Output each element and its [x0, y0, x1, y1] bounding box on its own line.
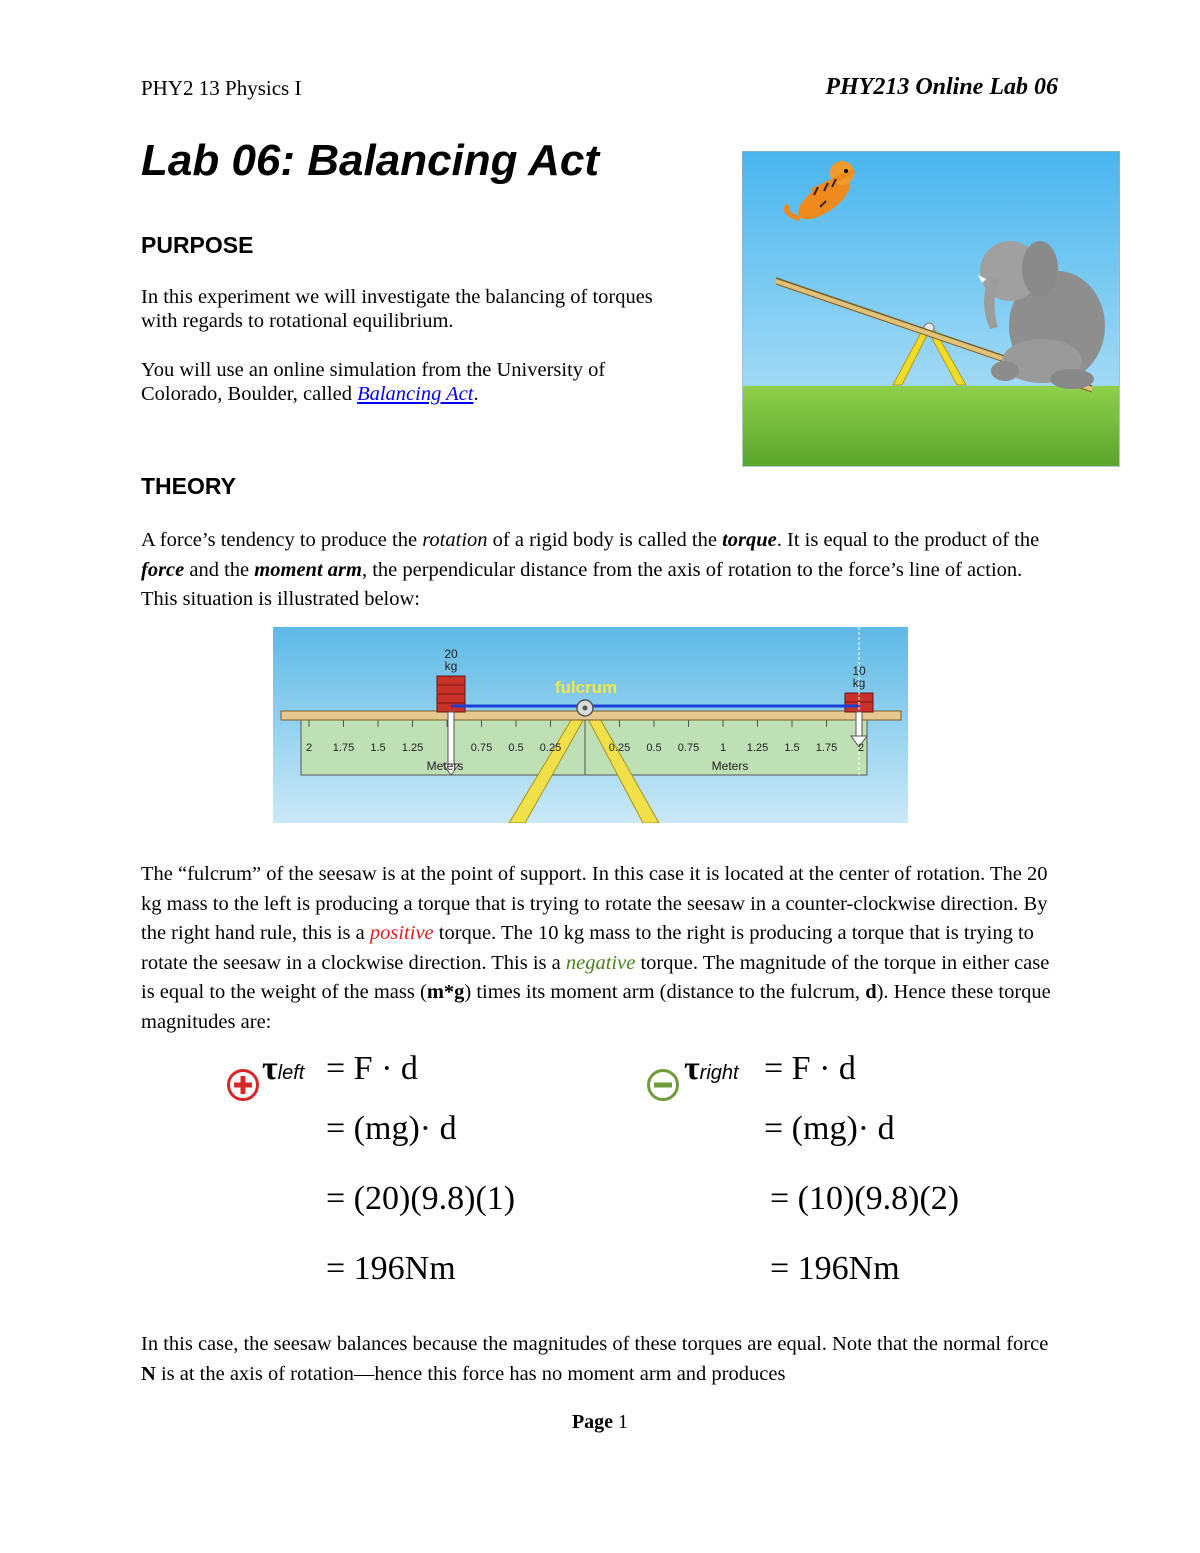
purpose-paragraph-1 [141, 285, 653, 333]
right-eq-line-1: = F · d [764, 1050, 856, 1087]
term-torque: torque [722, 529, 777, 551]
seesaw-diagram [273, 627, 908, 823]
explanation-text: ). Hence these torque magnitudes are: [141, 981, 1051, 1033]
positive-sign-icon [226, 1068, 260, 1102]
positive-term: positive [369, 922, 434, 944]
theory-text: A force’s tendency to produce the [141, 529, 423, 551]
tau-glyph: τ [262, 1050, 278, 1087]
purpose-line: with regards to rotational equilibrium. [141, 310, 454, 332]
left-mass-value: 20 [444, 647, 458, 661]
right-eq-line-2: = (mg)· d [764, 1110, 895, 1147]
fulcrum-label: fulcrum [554, 678, 618, 697]
term-force: force [141, 558, 185, 581]
tick-label-right: 1.5 [784, 742, 800, 754]
tick-label-left: 1.5 [370, 742, 386, 754]
page-title: Lab 06: Balancing Act [141, 136, 600, 185]
tau-glyph: τ [684, 1050, 700, 1087]
negative-term: negative [565, 951, 636, 974]
purpose-text: Colorado, Boulder, called [141, 383, 358, 405]
tick-label-right: 2 [857, 742, 865, 754]
left-eq-line-2: = (mg)· d [326, 1110, 457, 1147]
tick-label-right: 1.75 [815, 742, 838, 754]
left-mass-unit: kg [444, 659, 458, 673]
right-mass-unit: kg [852, 676, 866, 690]
right-eq-line-3: = (10)(9.8)(2) [770, 1180, 960, 1217]
tick-label-right: 1 [719, 742, 727, 754]
negative-sign-icon [646, 1068, 680, 1102]
term-moment-arm: moment arm [254, 558, 362, 581]
left-eq-line-4: = 196Nm [326, 1250, 456, 1287]
tick-label-right: 1.25 [746, 742, 769, 754]
tau-left-symbol [262, 1050, 304, 1088]
tau-right-subscript: right [699, 1062, 739, 1084]
tau-right-symbol [684, 1050, 739, 1088]
tick-label-right: 0.5 [646, 742, 662, 754]
theory-text: and the [184, 558, 255, 581]
purpose-line: In this experiment we will investigate the balancing of torques [141, 286, 653, 308]
meter-ruler [301, 719, 867, 775]
closing-text: is at the axis of rotation—hence this force has no moment arm and produces [155, 1362, 786, 1385]
closing-paragraph [141, 1330, 1061, 1389]
balancing-act-link[interactable]: Balancing Act [357, 383, 474, 405]
right-axis-label: Meters [711, 759, 749, 773]
explanation-text: torque. The magnitude of the torque in either case is equal to the weight of the mass ( [141, 951, 1050, 1003]
tick-label-left: 0.75 [470, 742, 493, 754]
explanation-paragraph [141, 860, 1061, 1037]
explanation-text: The “fulcrum” of the seesaw is at the point of support. In this case it is located at the center of rotation. The 20 kg mass to the left is producing a torque that is trying to rotate the seesaw in a counter-clockwise direction. By the right hand rule, this is a [141, 863, 1048, 944]
tick-label-left: 0.25 [539, 742, 562, 754]
term-d: d [865, 981, 877, 1003]
right-eq-line-4: = 196Nm [770, 1250, 900, 1287]
tau-left-subscript: left [277, 1062, 305, 1084]
purpose-line: You will use an online simulation from the University of [141, 359, 606, 381]
explanation-text: ) times its moment arm (distance to the fulcrum, [464, 981, 866, 1003]
term-mg: m*g [426, 981, 465, 1003]
purpose-text: . [473, 383, 479, 405]
tick-label-left: 1.75 [332, 742, 355, 754]
page-footer [0, 1411, 1200, 1434]
purpose-paragraph-2 [141, 358, 605, 406]
page-number: 1 [618, 1411, 629, 1433]
theory-text: of a rigid body is called the [487, 529, 723, 551]
term-rotation: rotation [422, 529, 488, 551]
seesaw-cartoon-image [742, 151, 1120, 467]
term-normal-force: N [141, 1362, 156, 1385]
tick-label-right: 0.75 [677, 742, 700, 754]
purpose-heading: PURPOSE [141, 232, 254, 258]
left-axis-label: Meters [426, 759, 464, 773]
tick-label-left: 0.5 [508, 742, 524, 754]
tick-label-left: 2 [305, 742, 313, 754]
theory-text: . It is equal to the product of the [776, 529, 1040, 551]
theory-paragraph [141, 526, 1061, 615]
purpose-line [141, 382, 605, 406]
left-eq-line-3: = (20)(9.8)(1) [326, 1180, 516, 1217]
page-label: Page [571, 1411, 614, 1433]
left-eq-line-1: = F · d [326, 1050, 418, 1087]
header-lab-title: PHY213 Online Lab 06 [825, 74, 1058, 100]
closing-text: In this case, the seesaw balances because the magnitudes of these torques are equal. Note that the normal force [141, 1333, 1049, 1355]
theory-heading: THEORY [141, 473, 236, 499]
grass-ground [743, 386, 1119, 466]
tick-label-left: 1.25 [401, 742, 424, 754]
right-mass-value: 10 [852, 664, 866, 678]
explanation-text: torque. The 10 kg mass to the right is producing a torque that is trying to rotate the seesaw in a clockwise direction. This is a [141, 922, 1034, 974]
header-course: PHY2 13 Physics I [141, 76, 302, 100]
theory-text: , the perpendicular distance from the axis of rotation to the force’s line of action. This situation is illustrated below: [141, 558, 1023, 610]
tick-label-right: 0.25 [608, 742, 631, 754]
